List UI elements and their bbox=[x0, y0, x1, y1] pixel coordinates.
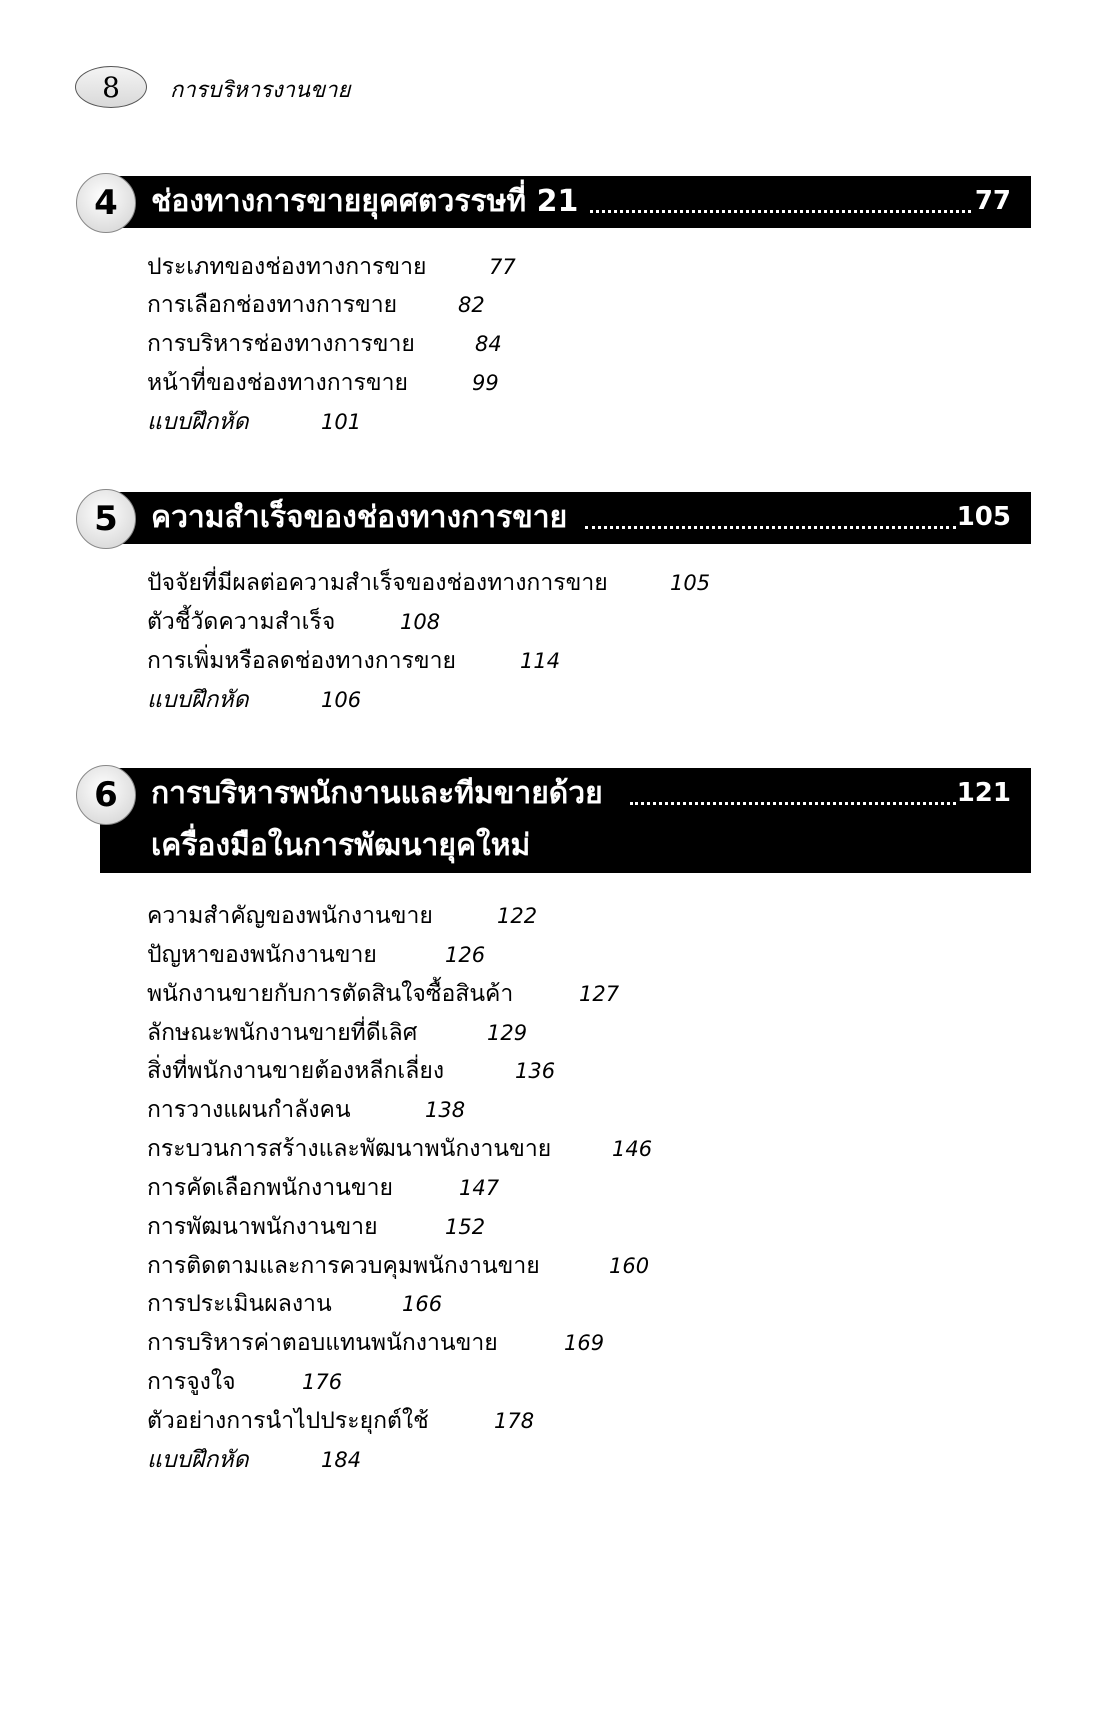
chapter-5-page: 105 bbox=[956, 502, 1011, 532]
chapter-4-page: 77 bbox=[974, 186, 1011, 216]
toc-entry: ตัวอย่างการนำไปประยุกต์ใช้ 178 bbox=[147, 1408, 535, 1434]
toc-entry: การพัฒนาพนักงานขาย 152 bbox=[147, 1214, 486, 1240]
toc-entry: แบบฝึกหัด 101 bbox=[147, 409, 362, 435]
chapter-6-leader bbox=[630, 802, 956, 805]
chapter-4-number: 4 bbox=[76, 173, 136, 233]
toc-entry: การเพิ่มหรือลดช่องทางการขาย 114 bbox=[147, 648, 561, 674]
chapter-6-title-line2: เครื่องมือในการพัฒนายุคใหม่ bbox=[151, 828, 531, 863]
chapter-6-page: 121 bbox=[956, 778, 1011, 808]
chapter-5-leader bbox=[585, 526, 956, 529]
toc-entry: สิ่งที่พนักงานขายต้องหลีกเลี่ยง 136 bbox=[147, 1058, 556, 1084]
toc-entry: การติดตามและการควบคุมพนักงานขาย 160 bbox=[147, 1253, 650, 1279]
toc-entry: กระบวนการสร้างและพัฒนาพนักงานขาย 146 bbox=[147, 1136, 653, 1162]
toc-entry: ตัวชี้วัดความสำเร็จ 108 bbox=[147, 609, 441, 635]
page-number: 8 bbox=[75, 66, 147, 108]
toc-entry: ปัญหาของพนักงานขาย 126 bbox=[147, 942, 486, 968]
toc-entry: การประเมินผลงาน 166 bbox=[147, 1291, 443, 1317]
toc-entry: การบริหารช่องทางการขาย 84 bbox=[147, 331, 502, 357]
toc-entry: การคัดเลือกพนักงานขาย 147 bbox=[147, 1175, 500, 1201]
chapter-6-title: การบริหารพนักงานและทีมขายด้วย bbox=[151, 776, 603, 811]
toc-entry: ประเภทของช่องทางการขาย 77 bbox=[147, 254, 516, 280]
chapter-4-leader bbox=[590, 210, 971, 213]
toc-entry: พนักงานขายกับการตัดสินใจซื้อสินค้า 127 bbox=[147, 981, 620, 1007]
toc-entry: ความสำคัญของพนักงานขาย 122 bbox=[147, 903, 538, 929]
toc-entry: ลักษณะพนักงานขายที่ดีเลิศ 129 bbox=[147, 1020, 528, 1046]
toc-entry: การจูงใจ 176 bbox=[147, 1369, 343, 1395]
chapter-5-number: 5 bbox=[76, 489, 136, 549]
toc-entry: การบริหารค่าตอบแทนพนักงานขาย 169 bbox=[147, 1330, 605, 1356]
chapter-6-number: 6 bbox=[76, 765, 136, 825]
toc-entry: การวางแผนกำลังคน 138 bbox=[147, 1097, 466, 1123]
chapter-4-title: ช่องทางการขายยุคศตวรรษที่ 21 bbox=[151, 184, 579, 219]
toc-entry: หน้าที่ของช่องทางการขาย 99 bbox=[147, 370, 499, 396]
chapter-5-title: ความสำเร็จของช่องทางการขาย bbox=[151, 500, 568, 535]
chapter-4 bbox=[76, 176, 1031, 236]
toc-entry: ปัจจัยที่มีผลต่อความสำเร็จของช่องทางการขาย 105 bbox=[147, 570, 711, 596]
chapter-5 bbox=[76, 492, 1031, 552]
running-title: การบริหารงานขาย bbox=[170, 78, 351, 103]
toc-entry: การเลือกช่องทางการขาย 82 bbox=[147, 292, 485, 318]
toc-entry: แบบฝึกหัด 106 bbox=[147, 687, 362, 713]
chapter-6 bbox=[76, 768, 1031, 876]
toc-entry: แบบฝึกหัด 184 bbox=[147, 1447, 362, 1473]
